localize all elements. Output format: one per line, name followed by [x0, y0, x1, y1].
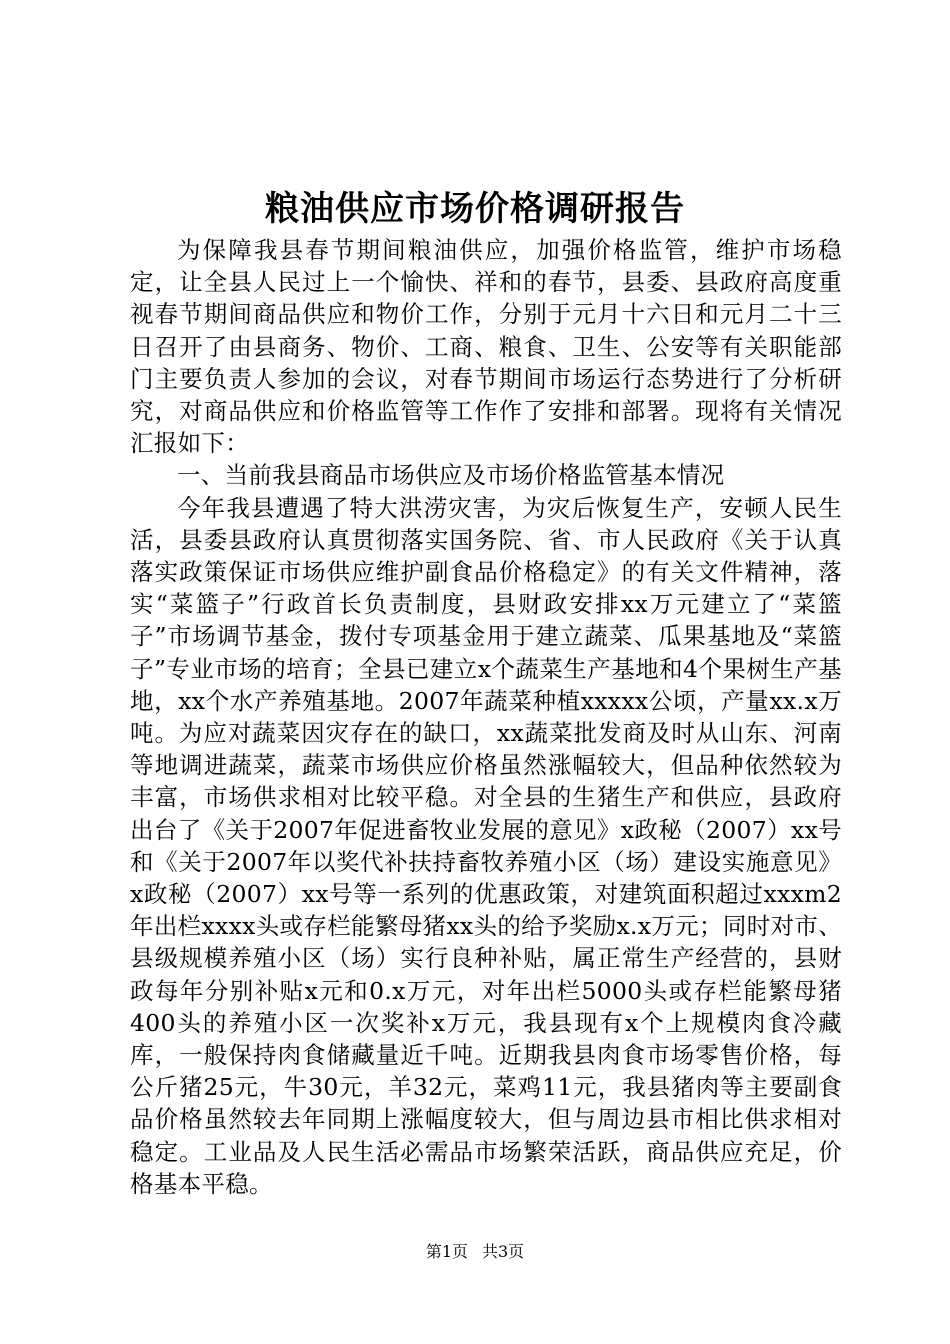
body-paragraph: 今年我县遭遇了特大洪涝灾害，为灾后恢复生产，安顿人民生活，县委县政府认真贯彻落实国务院、省、市人民政府《关于认真落实政策保证市场供应维护副食品价格稳定》的有关文件精神，落实“菜篮子”行政首长负责制度，县财政安排xx万元建立了“菜篮子”市场调节基金，拨付专项基金用于建立蔬菜、瓜果基地及“菜篮子”专业市场的培育；全县已建立x个蔬菜生产基地和4个果树生产基地，xx个水产养殖基地。2007年蔬菜种植xxxxx公顷，产量xx.x万吨。为应对蔬菜因灾存在的缺口，xx蔬菜批发商及时从山东、河南等地调进蔬菜，蔬菜市场供应价格虽然涨幅较大，但品种依然较为丰富，市场供求相对比较平稳。对全县的生猪生产和供应，县政府出台了《关于2007年促进畜牧业发展的意见》x政秘（2007）xx号和《关于2007年以奖代补扶持畜牧养殖小区（场）建设实施意见》x政秘（2007）xx号等一系列的优惠政策，对建筑面积超过xxxm2年出栏xxxx头或存栏能繁母猪xx头的给予奖励x.x万元；同时对市、县级规模养殖小区（场）实行良种补贴，属正常生产经营的，县财政每年分别补贴x元和0.x万元，对年出栏5000头或存栏能繁母猪400头的养殖小区一次奖补x万元，我县现有x个上规模肉食冷藏库，一般保持肉食储藏量近千吨。近期我县肉食市场零售价格，每公斤猪25元，牛30元，羊32元，菜鸡11元，我县猪肉等主要副食品价格虽然较去年同期上涨幅度较大，但与周边县市相比供求相对稳定。工业品及人民生活必需品市场繁荣活跃，商品供应充足，价格基本平稳。 [130, 493, 842, 1198]
section-heading: 一、当前我县商品市场供应及市场价格监管基本情况 [177, 461, 725, 490]
page-number: 第1页 [425, 1242, 468, 1261]
page-total: 共3页 [482, 1242, 525, 1261]
intro-paragraph: 为保障我县春节期间粮油供应，加强价格监管，维护市场稳定，让全县人民过上一个愉快、祥和的春节，县委、县政府高度重视春节期间商品供应和物价工作，分别于元月十六日和元月二十三日召开了由县商务、物价、工商、粮食、卫生、公安等有关职能部门主要负责人参加的会议，对春节期间市场运行态势进行了分析研究，对商品供应和价格监管等工作作了安排和部署。现将有关情况汇报如下： [130, 236, 842, 458]
document-title: 粮油供应市场价格调研报告 [265, 189, 685, 229]
page-footer [0, 1240, 950, 1264]
document-body [130, 234, 842, 1200]
